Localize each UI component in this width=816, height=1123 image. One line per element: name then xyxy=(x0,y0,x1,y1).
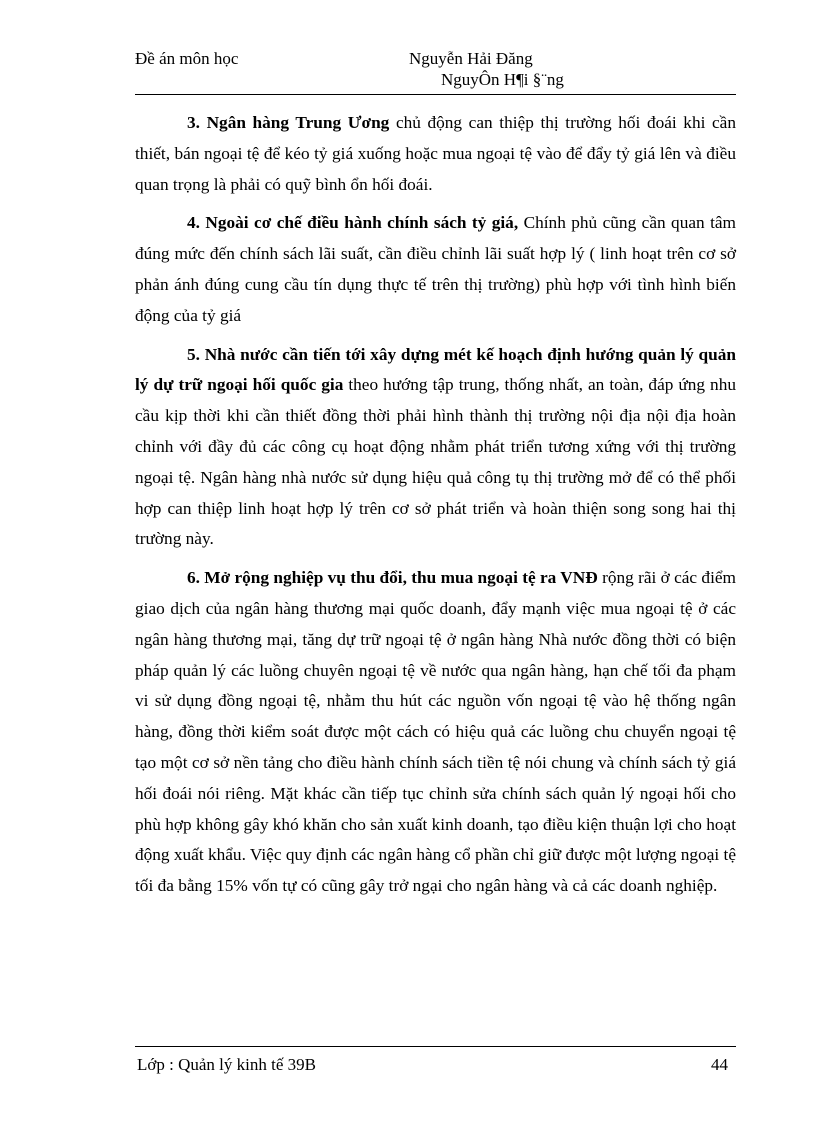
document-body xyxy=(135,108,736,910)
paragraph-5 xyxy=(135,340,736,556)
paragraph-5-heading: 5. Nhà nước cần tiến tới xây dựng mét kế hoạch định hướng quản lý quản lý dự trữ ngoại hối quốc gia xyxy=(135,344,736,395)
page-number: 44 xyxy=(711,1055,728,1074)
paragraph-4-heading: 4. Ngoài cơ chế điều hành chính sách tỷ giá, xyxy=(187,213,519,233)
class-label: Lớp : Quản lý kinh tế 39B xyxy=(137,1055,316,1074)
paragraph-6 xyxy=(135,563,736,902)
page-footer xyxy=(135,1046,736,1086)
paragraph-3 xyxy=(135,108,736,200)
author-name: Nguyễn Hải Đăng xyxy=(409,49,533,68)
paragraph-3-heading: 3. Ngân hàng Trung Ương xyxy=(187,113,390,132)
paragraph-3-text: chủ động can thiệp thị trường hối đoái khi cần thiết, bán ngoại tệ để kéo tỷ giá xuống hoặc mua ngoại tệ vào để đẩy tỷ giá lên và điều quan trọng là phải có quỹ bình ổn hối đoái. xyxy=(135,113,736,194)
paragraph-6-heading: 6. Mở rộng nghiệp vụ thu đổi, thu mua ngoại tệ ra VNĐ xyxy=(187,568,598,588)
paragraph-4-text: Chính phủ cũng cần quan tâm đúng mức đến chính sách lãi suất, cần điều chỉnh lãi suất hợp lý ( linh hoạt trên cơ sở phản ánh đúng cung cầu tín dụng thực tế trên thị trường) phù hợp với tình hình biến động của tỷ giá xyxy=(135,213,736,325)
page-header xyxy=(135,49,736,97)
paragraph-4 xyxy=(135,208,736,331)
paragraph-5-text: theo hướng tập trung, thống nhất, an toàn, đáp ứng nhu cầu kịp thời khi cần thiết đồng thời phải hình thành thị trường nội địa nội địa hoàn chỉnh với đầy đủ các công cụ hoạt động nhằm phát triển tương xứng với thị trường ngoại tệ. Ngân hàng nhà nước sử dụng hiệu quả công tụ thị trường mở để có thể phối hợp can thiệp linh hoạt hợp lý trên cơ sở phát triển và hoàn thiện song song hai thị trường này. xyxy=(135,375,736,549)
header-divider xyxy=(135,94,736,95)
paragraph-6-text: rộng rãi ở các điểm giao dịch của ngân hàng thương mại quốc doanh, đẩy mạnh việc mua ngoại tệ ở các ngân hàng thương mại, tăng dự trữ ngoại tệ ở ngân hàng Nhà nước đồng thời có biện pháp quản lý các luồng chuyên ngoại tệ về nước qua ngân hàng, hạn chế tối đa phạm vi sử dụng đồng ngoại tệ, nhằm thu hút các nguồn vốn ngoại tệ vào hệ thống ngân hàng, đồng thời kiểm soát được một cách có hiệu quả các luồng chu chuyển ngoại tệ tạo một cơ sở nền tảng cho điều hành chính sách tiền tệ nói chung và chính sách tỷ giá hối đoái nói riêng. Mặt khác cần tiếp tục chỉnh sửa chính sách quản lý ngoại hối cho phù hợp không gây khó khăn cho sản xuất kinh doanh, tạo điều kiện thuận lợi cho hoạt động xuất khẩu. Việc quy định các ngân hàng cổ phần chỉ giữ được một lượng ngoại tệ tối đa bằng 15% vốn tự có cũng gây trở ngại cho ngân hàng và cả các doanh nghiệp. xyxy=(135,568,736,896)
footer-divider xyxy=(135,1046,736,1047)
author-name-legacy-encoding: NguyÔn H¶i §¨ng xyxy=(441,70,564,89)
document-type-label: Đề án môn học xyxy=(135,49,239,68)
